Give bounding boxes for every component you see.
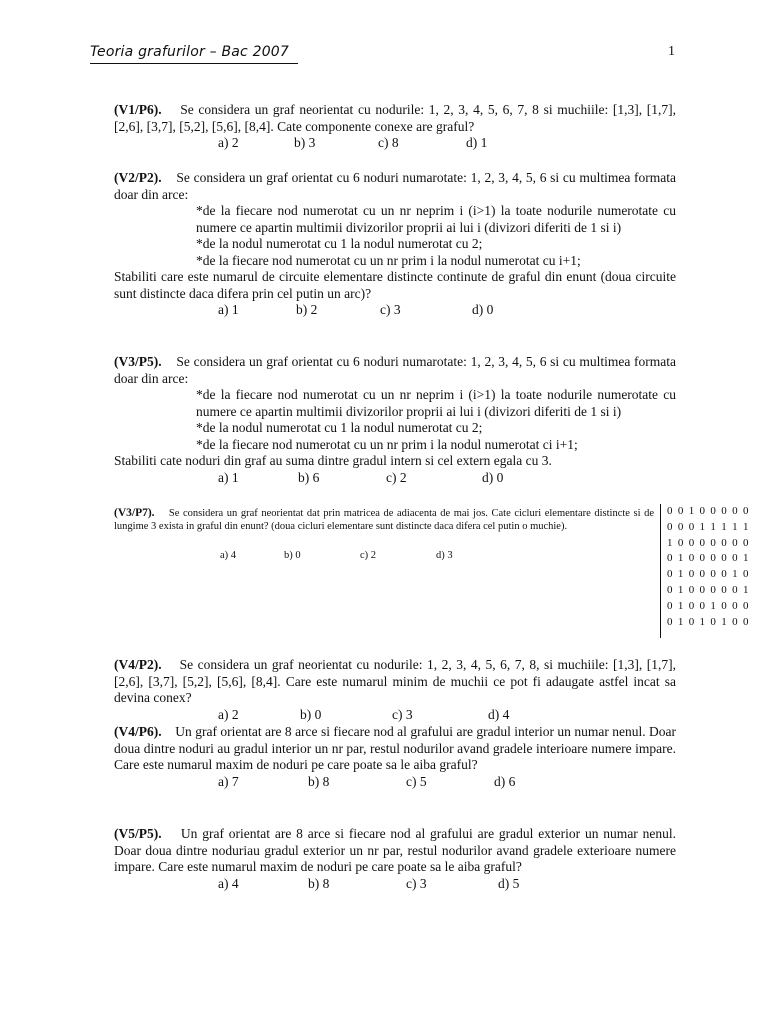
option-d: d) 6 xyxy=(494,773,516,789)
option-b: b) 8 xyxy=(308,875,330,891)
question-v3-p5 xyxy=(114,354,676,486)
rule-bullet: *de la nodul numerotat cu 1 la nodul numerotat cu 2; xyxy=(196,420,483,435)
question-label: (V4/P2). xyxy=(114,657,162,672)
question-label: (V3/P7). xyxy=(114,507,155,519)
answer-options xyxy=(114,876,676,893)
option-d: d) 5 xyxy=(498,875,520,891)
matrix-row: 0 1 0 0 0 0 0 1 xyxy=(667,583,750,596)
option-a: a) 7 xyxy=(218,773,239,789)
question-v2-p2 xyxy=(114,170,676,319)
matrix-row: 0 1 0 0 0 0 0 1 xyxy=(667,552,750,565)
rule-bullet: *de la fiecare nod numerotat cu un nr neprim i (i>1) la toate nodurile numerotate cu numere ce apartin multimii divizorilor proprii ai lui i (divizori diferiti de 1 si i) xyxy=(196,387,676,419)
header-title: Teoria grafurilor – Bac 2007 xyxy=(90,44,290,60)
question-text: Se considera un graf neorientat cu nodurile: 1, 2, 3, 4, 5, 6, 7, 8, si muchiile: [1,3], [1,7], [2,6], [3,7], [5,2], [5,6], [8,4]. Care este numarul minim de muchii ce pot fi adaugate astfel incat sa devina conex? xyxy=(114,657,677,705)
question-v1-p6 xyxy=(114,102,676,152)
option-d: d) 0 xyxy=(472,302,494,317)
option-a: a) 1 xyxy=(218,302,239,317)
answer-options xyxy=(114,302,676,319)
matrix-row: 0 1 0 0 1 0 0 0 xyxy=(667,599,750,612)
question-label: (V5/P5). xyxy=(114,826,162,841)
option-c: c) 2 xyxy=(386,469,407,485)
option-d: d) 4 xyxy=(488,706,510,722)
question-text: Se considera un graf neorientat cu nodurile: 1, 2, 3, 4, 5, 6, 7, 8 si muchiile: [1,3], [1,7], [2,6], [3,7], [5,2], [5,6], [8,4]. Cate componente conexe are graful? xyxy=(114,102,677,134)
option-b: b) 6 xyxy=(298,469,320,485)
matrix-row: 0 0 1 0 0 0 0 0 xyxy=(667,505,750,517)
page-number: 1 xyxy=(668,44,675,59)
answer-options xyxy=(114,135,676,152)
option-a: a) 2 xyxy=(218,706,239,722)
question-v4-p2 xyxy=(114,657,676,723)
option-a: a) 2 xyxy=(218,135,239,150)
question-label: (V4/P6). xyxy=(114,724,162,739)
matrix-row: 1 0 0 0 0 0 0 0 xyxy=(667,536,750,549)
rule-bullet: *de la fiecare nod numerotat cu un nr prim i la nodul numerotat cu i+1; xyxy=(196,252,581,268)
adjacency-matrix xyxy=(660,504,750,638)
question-label: (V3/P5). xyxy=(114,354,162,369)
option-a: a) 1 xyxy=(218,469,239,485)
question-text: Un graf orientat are 8 arce si fiecare nod al grafului are gradul interior un numar nenul. Doar doua dintre noduri au gradul interior un nr par, restul nodurilor avand gradele interioare numere impare. Care este numarul maxim de noduri pe care poate sa le aiba graful? xyxy=(114,724,677,772)
option-c: c) 2 xyxy=(360,550,377,561)
matrix-row: 0 1 0 0 0 0 1 0 xyxy=(667,568,750,581)
question-label: (V2/P2). xyxy=(114,170,162,185)
question-text: Se considera un graf orientat cu 6 noduri numarotate: 1, 2, 3, 4, 5, 6 si cu multimea formata doar din arce: xyxy=(114,354,676,386)
option-b: b) 8 xyxy=(308,773,330,789)
option-b: b) 0 xyxy=(284,550,301,561)
answer-options xyxy=(114,774,676,791)
answer-options xyxy=(114,707,676,724)
question-text-continued: Stabiliti care este numarul de circuite elementare distincte continute de graful din enunt (doua circuite sunt distincte daca difera prin cel putin un arc)? xyxy=(114,269,676,301)
question-v5-p5 xyxy=(114,826,676,892)
question-text: Se considera un graf orientat cu 6 noduri numarotate: 1, 2, 3, 4, 5, 6 si cu multimea formata doar din arce: xyxy=(114,170,676,202)
rule-bullet: *de la nodul numerotat cu 1 la nodul numerotat cu 2; xyxy=(196,236,483,251)
option-a: a) 4 xyxy=(220,550,237,561)
option-d: d) 3 xyxy=(436,550,453,561)
option-c: c) 5 xyxy=(406,773,427,789)
question-label: (V1/P6). xyxy=(114,102,162,117)
option-b: b) 3 xyxy=(294,135,316,150)
option-c: c) 3 xyxy=(392,706,413,722)
option-d: d) 1 xyxy=(466,135,488,150)
rule-bullet: *de la fiecare nod numerotat cu un nr prim i la nodul numerotat ci i+1; xyxy=(196,436,578,452)
answer-options xyxy=(114,549,654,562)
option-b: b) 2 xyxy=(296,302,318,317)
option-a: a) 4 xyxy=(218,875,239,891)
question-text-continued: Stabiliti cate noduri din graf au suma dintre gradul intern si cel extern egala cu 3. xyxy=(114,453,552,468)
option-c: c) 3 xyxy=(380,302,401,317)
question-v4-p6 xyxy=(114,724,676,790)
matrix-row: 0 0 0 1 1 1 1 1 xyxy=(667,520,750,533)
matrix-row: 0 1 0 1 0 1 0 0 xyxy=(667,615,750,628)
question-text: Un graf orientat are 8 arce si fiecare nod al grafului are gradul exterior un numar nenul. Doar doua dintre noduriau gradul exterior un nr par, restul nodurilor avand gradele exterioare numere impare. Care este numarul maxim de noduri pe care poate sa le aiba graful? xyxy=(114,826,676,874)
question-v3-p7 xyxy=(114,507,654,562)
header-underline xyxy=(90,63,298,64)
option-d: d) 0 xyxy=(482,469,504,485)
rule-bullet: *de la fiecare nod numerotat cu un nr neprim i (i>1) la toate nodurile numerotate cu numere ce apartin multimii divizorilor proprii ai lui i (divizori diferiti de 1 si i) xyxy=(196,203,676,235)
question-text: Se considera un graf neorientat dat prin matricea de adiacenta de mai jos. Cate cicluri elementare distincte si de lungime 3 exista in graful din enunt? (doua cicluri elementare sunt distincte daca difera cel putin o muchie). xyxy=(114,508,654,532)
option-c: c) 8 xyxy=(378,135,399,150)
option-b: b) 0 xyxy=(300,706,322,722)
option-c: c) 3 xyxy=(406,875,427,891)
answer-options xyxy=(114,470,676,487)
